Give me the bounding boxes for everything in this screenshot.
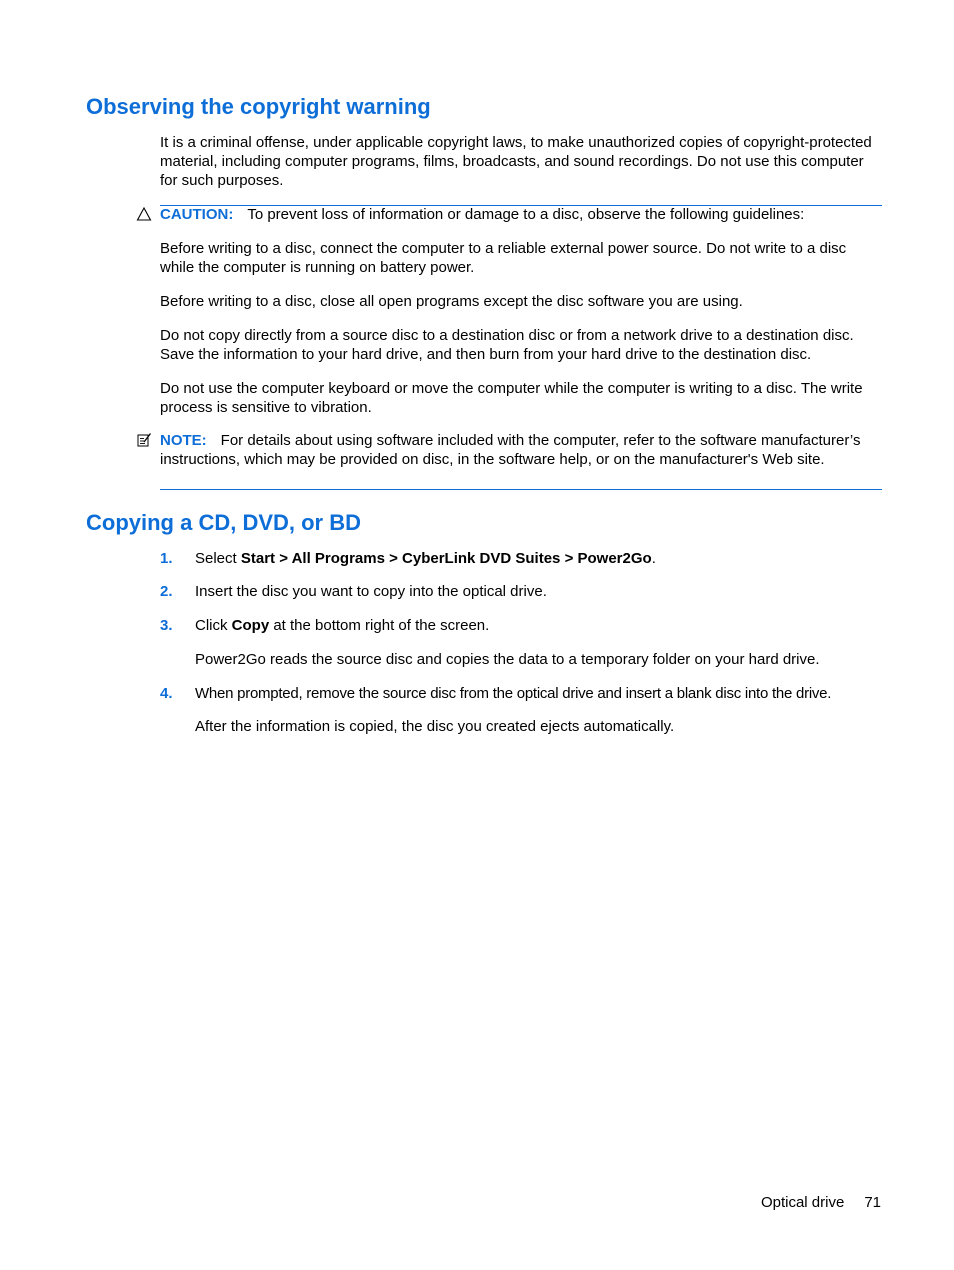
note-pad-icon <box>136 432 152 448</box>
step-3-pre: Click <box>195 617 232 634</box>
note-label: NOTE: <box>160 432 207 449</box>
step-number: 3. <box>160 617 173 634</box>
step-number: 1. <box>160 550 173 567</box>
footer-section-name: Optical drive <box>760 1194 845 1211</box>
step-1-text <box>195 549 885 568</box>
step-2-text: Insert the disc you want to copy into the optical drive. <box>195 583 547 600</box>
section-heading-copying-disc: Copying a CD, DVD, or BD <box>86 510 362 535</box>
copyright-intro-paragraph: It is a criminal offense, under applicable copyright laws, to make unauthorized copies of copyright-protected material, including computer programs, films, broadcasts, and sound recordings. Do not use this computer for such purposes. <box>160 134 872 189</box>
step-3-text <box>195 616 885 635</box>
step-3-followup: Power2Go reads the source disc and copies the data to a temporary folder on your hard drive. <box>195 651 820 668</box>
step-4-followup: After the information is copied, the disc you created ejects automatically. <box>195 718 675 735</box>
page-number: 71 <box>864 1194 881 1211</box>
warning-triangle-icon <box>136 206 152 222</box>
step-4-text: When prompted, remove the source disc from the optical drive and insert a blank disc into the drive. <box>195 685 832 702</box>
note-bottom-rule <box>160 489 882 490</box>
step-1-post: . <box>651 550 656 567</box>
note-paragraph <box>160 431 882 469</box>
caution-text: To prevent loss of information or damage to a disc, observe the following guidelines: <box>247 206 805 223</box>
step-1-pre: Select <box>195 550 241 567</box>
caution-paragraph: Before writing to a disc, connect the computer to a reliable external power source. Do not write to a disc while the computer is running on battery power. <box>160 240 847 276</box>
caution-line <box>160 205 882 224</box>
caution-label: CAUTION: <box>160 206 234 223</box>
caution-paragraph: Before writing to a disc, close all open programs except the disc software you are using. <box>160 293 743 310</box>
page-footer <box>761 1193 881 1212</box>
section-heading-copyright-warning: Observing the copyright warning <box>86 94 431 119</box>
caution-paragraph: Do not use the computer keyboard or move the computer while the computer is writing to a disc. The write process is sensitive to vibration. <box>160 380 863 416</box>
menu-path: Start > All Programs > CyberLink DVD Suites > Power2Go <box>240 550 652 567</box>
step-number: 2. <box>160 583 173 600</box>
note-text: For details about using software included with the computer, refer to the software manufacturer’s instructions, which may be provided on disc, in the software help, or on the manufacturer's Web site. <box>160 432 861 468</box>
step-number: 4. <box>160 685 173 702</box>
step-3-post: at the bottom right of the screen. <box>269 617 490 634</box>
copy-command: Copy <box>231 617 270 634</box>
caution-paragraph: Do not copy directly from a source disc to a destination disc or from a network drive to a destination disc. Save the information to your hard drive, and then burn from your hard drive to the destination disc. <box>160 327 854 363</box>
